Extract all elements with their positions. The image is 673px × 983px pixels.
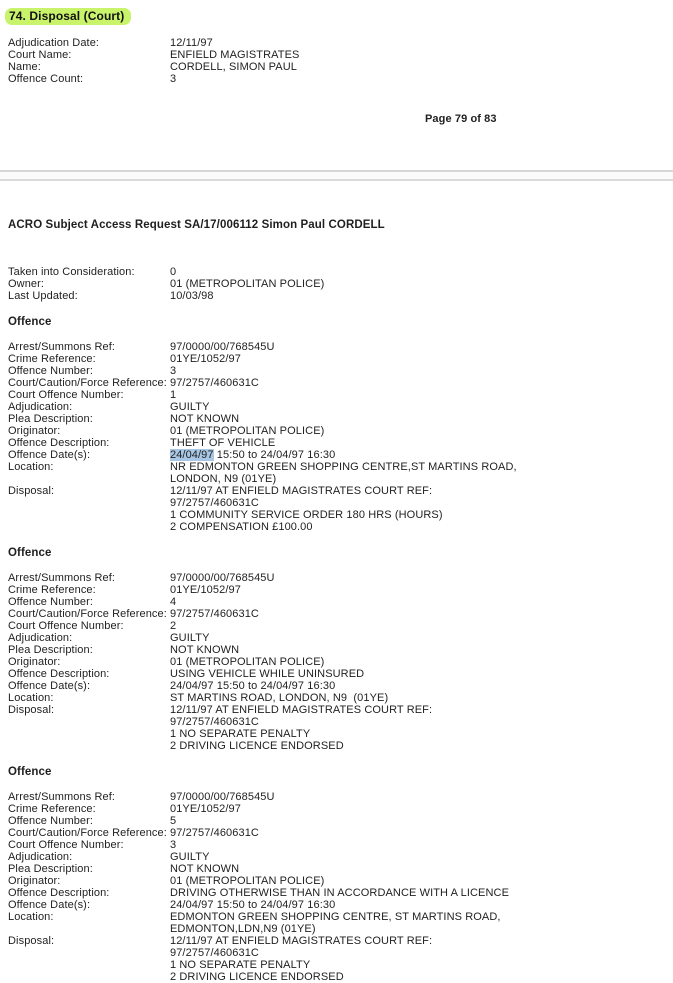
field-row — [8, 680, 673, 692]
field-value-line: 97/2757/460631C — [170, 947, 259, 959]
field-value — [170, 290, 673, 302]
offence-block — [8, 547, 673, 752]
field-value-line: 3 — [170, 73, 177, 85]
field-row — [8, 851, 673, 863]
field-row — [8, 49, 673, 61]
field-value-line: 01 (METROPOLITAN POLICE) — [170, 656, 325, 668]
field-label: Disposal: — [8, 485, 55, 497]
field-row — [8, 668, 673, 680]
field-row — [8, 704, 673, 752]
field-label: Crime Reference: — [8, 353, 96, 365]
field-label: Location: — [8, 461, 54, 473]
field-row — [8, 365, 673, 377]
field-value-line: 2 DRIVING LICENCE ENDORSED — [170, 740, 344, 752]
field-label: Last Updated: — [8, 290, 78, 302]
field-row — [8, 608, 673, 620]
field-label: Disposal: — [8, 935, 55, 947]
field-value-line: CORDELL, SIMON PAUL — [170, 61, 298, 73]
field-label: Court Offence Number: — [8, 389, 124, 401]
field-row — [8, 815, 673, 827]
field-label: Arrest/Summons Ref: — [8, 341, 116, 353]
field-value-line: 97/0000/00/768545U — [170, 791, 275, 803]
field-value-line: EDMONTON,LDN,N9 (01YE) — [170, 923, 316, 935]
field-value-line: 12/11/97 AT ENFIELD MAGISTRATES COURT REF: — [170, 485, 433, 497]
field-value-line: 97/2757/460631C — [170, 608, 259, 620]
field-row — [8, 278, 673, 290]
field-value-line: 1 NO SEPARATE PENALTY — [170, 728, 311, 740]
field-row — [8, 656, 673, 668]
field-label: Offence Date(s): — [8, 449, 91, 461]
field-value — [170, 827, 673, 839]
field-value-line: NOT KNOWN — [170, 863, 240, 875]
field-value — [170, 572, 673, 584]
field-row — [8, 413, 673, 425]
field-label: Adjudication: — [8, 401, 73, 413]
field-value — [170, 37, 673, 49]
field-label: Offence Number: — [8, 365, 94, 377]
field-value-line: 4 — [170, 596, 177, 608]
field-value — [170, 620, 673, 632]
field-value — [170, 680, 673, 692]
field-value-line: GUILTY — [170, 401, 210, 413]
page-divider — [0, 170, 673, 181]
section-title-row — [0, 0, 673, 25]
field-row — [8, 692, 673, 704]
field-value — [170, 911, 673, 935]
field-value-line: 2 DRIVING LICENCE ENDORSED — [170, 971, 344, 983]
offence-fields — [8, 791, 673, 983]
field-value-line: GUILTY — [170, 632, 210, 644]
field-label: Taken into Consideration: — [8, 266, 135, 278]
field-row — [8, 887, 673, 899]
field-value — [170, 656, 673, 668]
field-value-line: 12/11/97 AT ENFIELD MAGISTRATES COURT REF: — [170, 704, 433, 716]
field-label: Adjudication: — [8, 632, 73, 644]
offence-blocks — [8, 316, 673, 983]
field-label: Crime Reference: — [8, 584, 96, 596]
field-label: Location: — [8, 911, 54, 923]
field-label: Court Name: — [8, 49, 72, 61]
field-row — [8, 449, 673, 461]
field-value — [170, 413, 673, 425]
field-row — [8, 266, 673, 278]
offence-fields — [8, 341, 673, 533]
field-value-line: EDMONTON GREEN SHOPPING CENTRE, ST MARTINS ROAD, — [170, 911, 501, 923]
field-row — [8, 935, 673, 983]
header-fields — [8, 37, 673, 85]
field-label: Arrest/Summons Ref: — [8, 791, 116, 803]
field-row — [8, 61, 673, 73]
field-label: Offence Description: — [8, 668, 110, 680]
field-value-line: 1 COMMUNITY SERVICE ORDER 180 HRS (HOURS) — [170, 509, 443, 521]
field-value-line: 12/11/97 — [170, 37, 213, 49]
offence-heading: Offence — [8, 316, 52, 328]
field-row — [8, 290, 673, 302]
field-value — [170, 437, 673, 449]
field-row — [8, 863, 673, 875]
field-row — [8, 839, 673, 851]
field-row — [8, 803, 673, 815]
report-header: ACRO Subject Access Request SA/17/006112 Simon Paul CORDELL — [8, 219, 385, 231]
field-value-line: 97/2757/460631C — [170, 497, 259, 509]
field-row — [8, 341, 673, 353]
field-row — [8, 461, 673, 485]
field-value — [170, 851, 673, 863]
field-label: Disposal: — [8, 704, 55, 716]
field-label: Arrest/Summons Ref: — [8, 572, 116, 584]
field-value-line: LONDON, N9 (01YE) — [170, 473, 277, 485]
field-value-line: NR EDMONTON GREEN SHOPPING CENTRE,ST MARTINS ROAD, — [170, 461, 517, 473]
field-value — [170, 644, 673, 656]
field-value — [170, 584, 673, 596]
field-value — [170, 278, 673, 290]
field-label: Court Offence Number: — [8, 620, 124, 632]
field-value-line: 1 NO SEPARATE PENALTY — [170, 959, 311, 971]
field-row — [8, 485, 673, 533]
field-row — [8, 632, 673, 644]
field-value-line: 01YE/1052/97 — [170, 584, 241, 596]
field-value — [170, 935, 673, 983]
field-row — [8, 596, 673, 608]
field-value — [170, 839, 673, 851]
field-label: Location: — [8, 692, 54, 704]
field-row — [8, 911, 673, 935]
field-value-line: 1 — [170, 389, 177, 401]
field-row — [8, 389, 673, 401]
field-row — [8, 644, 673, 656]
document-page-2 — [0, 181, 673, 983]
offence-block — [8, 766, 673, 983]
field-value-line: 2 — [170, 620, 177, 632]
section-title: 74. Disposal (Court) — [5, 8, 131, 25]
field-value — [170, 899, 673, 911]
field-row — [8, 791, 673, 803]
field-value-line: THEFT OF VEHICLE — [170, 437, 276, 449]
field-value — [170, 389, 673, 401]
field-value-line: GUILTY — [170, 851, 210, 863]
field-value — [170, 49, 673, 61]
field-value — [170, 401, 673, 413]
field-label: Plea Description: — [8, 413, 93, 425]
field-row — [8, 37, 673, 49]
field-label: Offence Number: — [8, 596, 94, 608]
field-label: Court/Caution/Force Reference: — [8, 827, 167, 839]
field-label: Originator: — [8, 656, 61, 668]
field-value-line: 01YE/1052/97 — [170, 803, 241, 815]
field-value-line: 3 — [170, 365, 177, 377]
field-row — [8, 572, 673, 584]
field-value-line: 01 (METROPOLITAN POLICE) — [170, 278, 325, 290]
field-label: Owner: — [8, 278, 45, 290]
offence-block — [8, 316, 673, 533]
field-value-line: 24/04/97 15:50 to 24/04/97 16:30 — [170, 680, 336, 692]
field-value-line: 97/2757/460631C — [170, 716, 259, 728]
field-label: Offence Description: — [8, 437, 110, 449]
field-value — [170, 377, 673, 389]
field-value — [170, 461, 673, 485]
field-label: Originator: — [8, 875, 61, 887]
field-value-line: 01YE/1052/97 — [170, 353, 241, 365]
field-value-line: 12/11/97 AT ENFIELD MAGISTRATES COURT REF: — [170, 935, 433, 947]
offence-heading: Offence — [8, 766, 52, 778]
field-row — [8, 353, 673, 365]
field-label: Offence Number: — [8, 815, 94, 827]
field-value-line: 01 (METROPOLITAN POLICE) — [170, 425, 325, 437]
field-value — [170, 353, 673, 365]
field-label: Court Offence Number: — [8, 839, 124, 851]
field-label: Crime Reference: — [8, 803, 96, 815]
field-row — [8, 584, 673, 596]
offence-heading: Offence — [8, 547, 52, 559]
field-value — [170, 692, 673, 704]
field-value-line: 97/2757/460631C — [170, 827, 259, 839]
field-row — [8, 620, 673, 632]
field-row — [8, 437, 673, 449]
field-value-line: NOT KNOWN — [170, 413, 240, 425]
field-row — [8, 899, 673, 911]
field-label: Offence Date(s): — [8, 680, 91, 692]
field-value-line: 01 (METROPOLITAN POLICE) — [170, 875, 325, 887]
field-label: Court/Caution/Force Reference: — [8, 608, 167, 620]
field-row — [8, 73, 673, 85]
field-value — [170, 875, 673, 887]
field-label: Adjudication: — [8, 851, 73, 863]
field-value — [170, 887, 673, 899]
field-label: Offence Description: — [8, 887, 110, 899]
field-row — [8, 401, 673, 413]
field-value — [170, 485, 673, 533]
field-value-line: 24/04/97 15:50 to 24/04/97 16:30 — [170, 899, 336, 911]
field-value — [170, 341, 673, 353]
field-value-line: ST MARTINS ROAD, LONDON, N9 (01YE) — [170, 692, 389, 704]
field-label: Offence Date(s): — [8, 899, 91, 911]
document-page-1 — [0, 0, 673, 170]
summary-fields — [8, 266, 673, 302]
field-label: Plea Description: — [8, 863, 93, 875]
field-row — [8, 425, 673, 437]
field-value — [170, 73, 673, 85]
field-value-line: 3 — [170, 839, 177, 851]
field-row — [8, 827, 673, 839]
field-label: Offence Count: — [8, 73, 84, 85]
field-value — [170, 365, 673, 377]
field-value — [170, 61, 673, 73]
field-value — [170, 803, 673, 815]
field-value-line: 97/0000/00/768545U — [170, 572, 275, 584]
field-label: Name: — [8, 61, 41, 73]
field-value — [170, 632, 673, 644]
field-label: Court/Caution/Force Reference: — [8, 377, 167, 389]
field-value — [170, 863, 673, 875]
field-row — [8, 377, 673, 389]
field-value — [170, 425, 673, 437]
field-value-line: 24/04/97 15:50 to 24/04/97 16:30 — [170, 449, 336, 461]
field-value-line: USING VEHICLE WHILE UNINSURED — [170, 668, 365, 680]
field-label: Originator: — [8, 425, 61, 437]
field-value — [170, 596, 673, 608]
field-value-line: 10/03/98 — [170, 290, 214, 302]
field-value-line: NOT KNOWN — [170, 644, 240, 656]
field-value-line: DRIVING OTHERWISE THAN IN ACCORDANCE WITH A LICENCE — [170, 887, 510, 899]
field-value-line: 2 COMPENSATION £100.00 — [170, 521, 313, 533]
field-row — [8, 875, 673, 887]
field-value-line: 97/0000/00/768545U — [170, 341, 275, 353]
page-indicator: Page 79 of 83 — [425, 113, 497, 125]
field-value-line: 97/2757/460631C — [170, 377, 259, 389]
offence-fields — [8, 572, 673, 752]
field-label: Adjudication Date: — [8, 37, 100, 49]
field-value — [170, 791, 673, 803]
field-value-line: 0 — [170, 266, 177, 278]
field-value — [170, 815, 673, 827]
field-value-line: ENFIELD MAGISTRATES — [170, 49, 300, 61]
field-value — [170, 608, 673, 620]
field-value — [170, 704, 673, 752]
field-value — [170, 266, 673, 278]
field-label: Plea Description: — [8, 644, 93, 656]
field-value — [170, 449, 673, 461]
field-value-line: 5 — [170, 815, 177, 827]
highlighted-date: 24/04/97 — [170, 449, 214, 461]
field-value — [170, 668, 673, 680]
